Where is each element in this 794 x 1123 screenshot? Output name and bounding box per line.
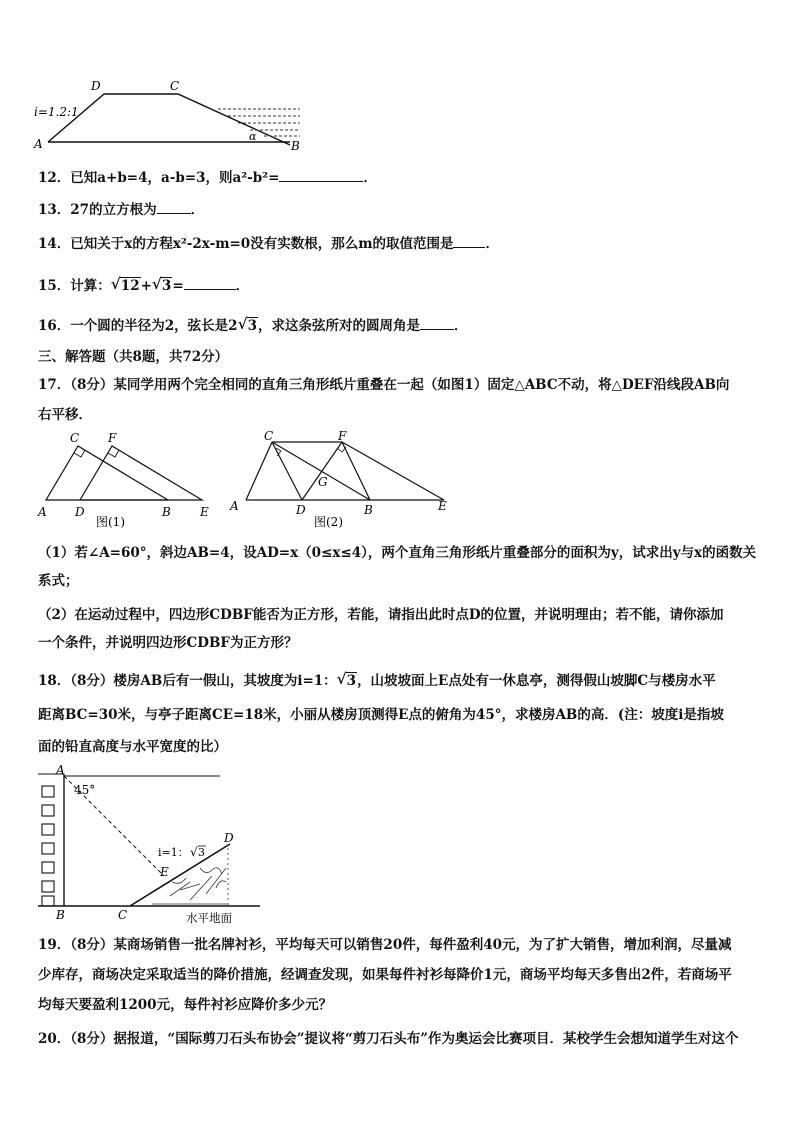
fig2-label-E: E [438, 499, 447, 513]
q18-line1-a: 18．（8分）楼房AB后有一假山，其坡度为i=1： [38, 673, 337, 689]
sqrt-3: √ 3 [336, 670, 357, 689]
fig1-label-B: B [162, 505, 171, 519]
q19-line1: 19．（8分）某商场销售一批名牌衬衫，平均每天可以销售20件，每件盈利40元，为了扩大销售，增加利润，尽量减 [38, 937, 732, 953]
q14-end: ． [485, 236, 499, 252]
fig18-slope-rad: 3 [198, 846, 205, 859]
fig18-label-D: D [224, 831, 234, 845]
fig18-slope-label: i=1： [158, 846, 189, 859]
q13-text: 13．27的立方根为 [38, 202, 157, 218]
fig1-label-A: A [38, 505, 47, 519]
q18-line3: 面的铅直高度与水平宽度的比） [38, 739, 227, 755]
fig18-label-A: A [56, 764, 65, 777]
q15-prefix: 15．计算： [38, 278, 111, 294]
q14-text: 14．已知关于x的方程x²-2x-m=0没有实数根，那么m的取值范围是 [38, 236, 454, 252]
q17-part2-line1: （2）在运动过程中，四边形CDBF能否为正方形，若能，请指出此时点D的位置，并说明理由；若不能，请你添加 [38, 607, 724, 623]
q18-line1-b: ，山坡坡面上E点处有一休息亭，测得假山坡脚C与楼房水平 [357, 673, 716, 689]
question-13 [38, 200, 204, 219]
trapezoid-dam-figure [28, 76, 318, 156]
q13-end: ． [190, 202, 205, 218]
question-14 [38, 234, 499, 253]
fig1-caption: 图(1) [96, 515, 125, 529]
q16-suffix: ，求这条弦所对的圆周角是 [257, 318, 420, 334]
section-3-title: 三、解答题（共8题，共72分） [38, 349, 229, 365]
fig1-label-F: F [108, 431, 117, 445]
q17-line1: 17．（8分）某同学用两个完全相同的直角三角形纸片重叠在一起（如图1）固定△ABC不动，将△DEF沿线段AB向 [38, 377, 730, 393]
fig2-label-A: A [230, 499, 239, 513]
fig1-label-D: D [75, 505, 85, 519]
sqrt-3: √ 3 [151, 275, 172, 294]
q12-answer-blank[interactable] [279, 168, 363, 182]
fig18-slope-sqrt-sign: √ [190, 845, 198, 859]
fig18-label-B: B [56, 908, 65, 922]
fig18-angle: 45° [74, 783, 96, 797]
slope-label: i=1.2:1 [34, 105, 79, 119]
building-hill-figure [30, 764, 260, 926]
q19-line3: 均每天要盈利1200元，每件衬衫应降价多少元？ [38, 997, 333, 1013]
q16-end: ． [453, 318, 468, 334]
question-16 [38, 316, 467, 335]
q17-part2-line2: 一个条件，并说明四边形CDBF为正方形？ [38, 635, 298, 651]
label-D: D [91, 79, 101, 93]
q12-end: ． [363, 170, 377, 186]
fig2-label-G: G [318, 475, 328, 489]
q17-part1-line1: （1）若∠A=60°，斜边AB=4，设AD=x（0≤x≤4），两个直角三角形纸片重叠部分的面积为y，试求出y与x的函数关 [38, 545, 757, 561]
figure-2 [226, 428, 454, 532]
sqrt-3: √ 3 [237, 315, 257, 334]
q15-equals: = [172, 278, 184, 294]
q14-answer-blank[interactable] [453, 234, 485, 248]
q16-prefix: 16．一个圆的半径为2，弦长是2 [38, 318, 238, 334]
q12-text: 12．已知a+b=4，a-b=3，则a²-b²= [38, 170, 280, 186]
q18-line1 [38, 672, 716, 690]
fig2-label-D: D [296, 503, 306, 517]
question-15 [38, 276, 249, 295]
fig18-ground-label: 水平地面 [186, 911, 232, 925]
fig1-label-E: E [200, 505, 209, 519]
fig2-label-B: B [364, 503, 373, 517]
q18-line2: 距离BC=30米，与亭子距离CE=18米，小丽从楼房顶测得E点的俯角为45°，求楼房AB的高．(注：坡度i是指坡 [38, 707, 724, 723]
fig2-caption: 图(2) [314, 515, 343, 529]
q17-line2: 右平移． [38, 407, 92, 423]
q16-answer-blank[interactable] [420, 316, 454, 330]
question-12 [38, 168, 377, 187]
alpha-label: α [249, 130, 257, 143]
q13-answer-blank[interactable] [157, 200, 191, 214]
q15-answer-blank[interactable] [184, 276, 236, 290]
label-B: B [291, 139, 300, 153]
q15-plus: + [140, 278, 152, 294]
label-A: A [34, 137, 43, 151]
fig18-label-E: E [160, 865, 169, 879]
q19-line2: 少库存，商场决定采取适当的降价措施，经调查发现，如果每件衬衫每降价1元，商场平均每天多售出2件，若商场平 [38, 967, 732, 983]
q20-line1: 20．（8分）据报道，“国际剪刀石头布协会”提议将“剪刀石头布”作为奥运会比赛项目．某校学生会想知道学生对这个 [38, 1031, 739, 1047]
fig2-label-C: C [264, 429, 274, 443]
q17-part1-line2: 系式； [38, 573, 79, 589]
fig1-label-C: C [70, 431, 80, 445]
fig2-label-F: F [338, 429, 347, 443]
q15-end: ． [235, 278, 250, 294]
figure-1 [32, 428, 222, 532]
sqrt-12: √ 12 [110, 275, 140, 294]
label-C: C [170, 79, 180, 93]
fig18-label-C: C [118, 908, 128, 922]
